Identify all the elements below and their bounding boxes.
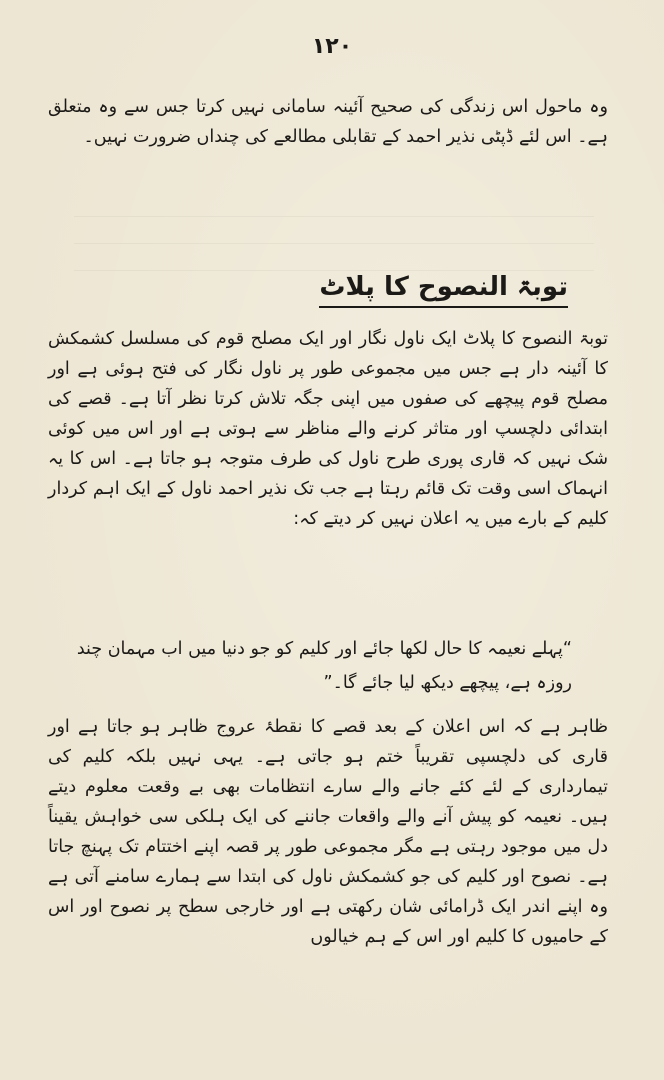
section-heading: توبۃ النصوح کا پلاٹ	[319, 272, 568, 308]
bleed-through-text	[74, 190, 594, 271]
body-paragraph: توبۃ النصوح کا پلاٹ ایک ناول نگار اور ایک مصلح قوم کی مسلسل کشمکش کا آئینہ دار ہے جس میں مجموعی طور پر ناول نگار کی فتح ہوئی ہے اور مصلح قوم پیچھے کی صفوں میں اپنی جگہ تلاش کرتا نظر آتا ہے۔ قصے کی ابتدائی دلچسپ اور متاثر کرنے والے مناظر سے ہوتی ہے اور اس میں کوئی شک نہیں کہ قاری پوری طرح ناول کی طرف متوجہ ہو جاتا ہے۔ اس کا یہ انہماک اسی وقت تک قائم رہتا ہے جب تک نذیر احمد ناول کے ایک اہم کردار کلیم کے بارے میں یہ اعلان نہیں کر دیتے کہ:	[48, 329, 608, 529]
intro-paragraph: وہ ماحول اس زندگی کی صحیح آئینہ سامانی نہیں کرتا جس سے وہ متعلق ہے۔ اس لئے ڈپٹی نذیر احمد کے تقابلی مطالعے کی چنداں ضرورت نہیں۔	[48, 97, 608, 147]
page-number: ۱۲۰	[311, 34, 353, 59]
body-paragraph-2: ظاہر ہے کہ اس اعلان کے بعد قصے کا نقطۂ عروج ظاہر ہو جاتا ہے اور قاری کی دلچسپی تقریباً ختم ہو جاتی ہے۔ یہی نہیں بلکہ کلیم کی تیمارداری کے لئے کئے جانے والے سارے انتظامات بھی بے وقعت معلوم دیتے ہیں۔ نعیمہ کو پیش آنے والے واقعات جاننے کی ایک ہلکی سی خواہش یقیناً دل میں موجود رہتی ہے مگر مجموعی طور پر قصہ اپنے اختتام تک پہنچ جاتا ہے۔ نصوح اور کلیم کی جو کشمکش ناول کی ابتدا سے ہمارے سامنے آتی ہے وہ اپنے اندر ایک ڈرامائی شان رکھتی ہے اور خارجی سطح پر نصوح اور اس کے حامیوں کا کلیم اور اس کے ہم خیالوں	[48, 717, 608, 947]
block-quote: “پہلے نعیمہ کا حال لکھا جائے اور کلیم کو جو دنیا میں اب مہمان چند روزہ ہے، پیچھے دیکھ لیا جائے گا۔”	[76, 639, 572, 693]
